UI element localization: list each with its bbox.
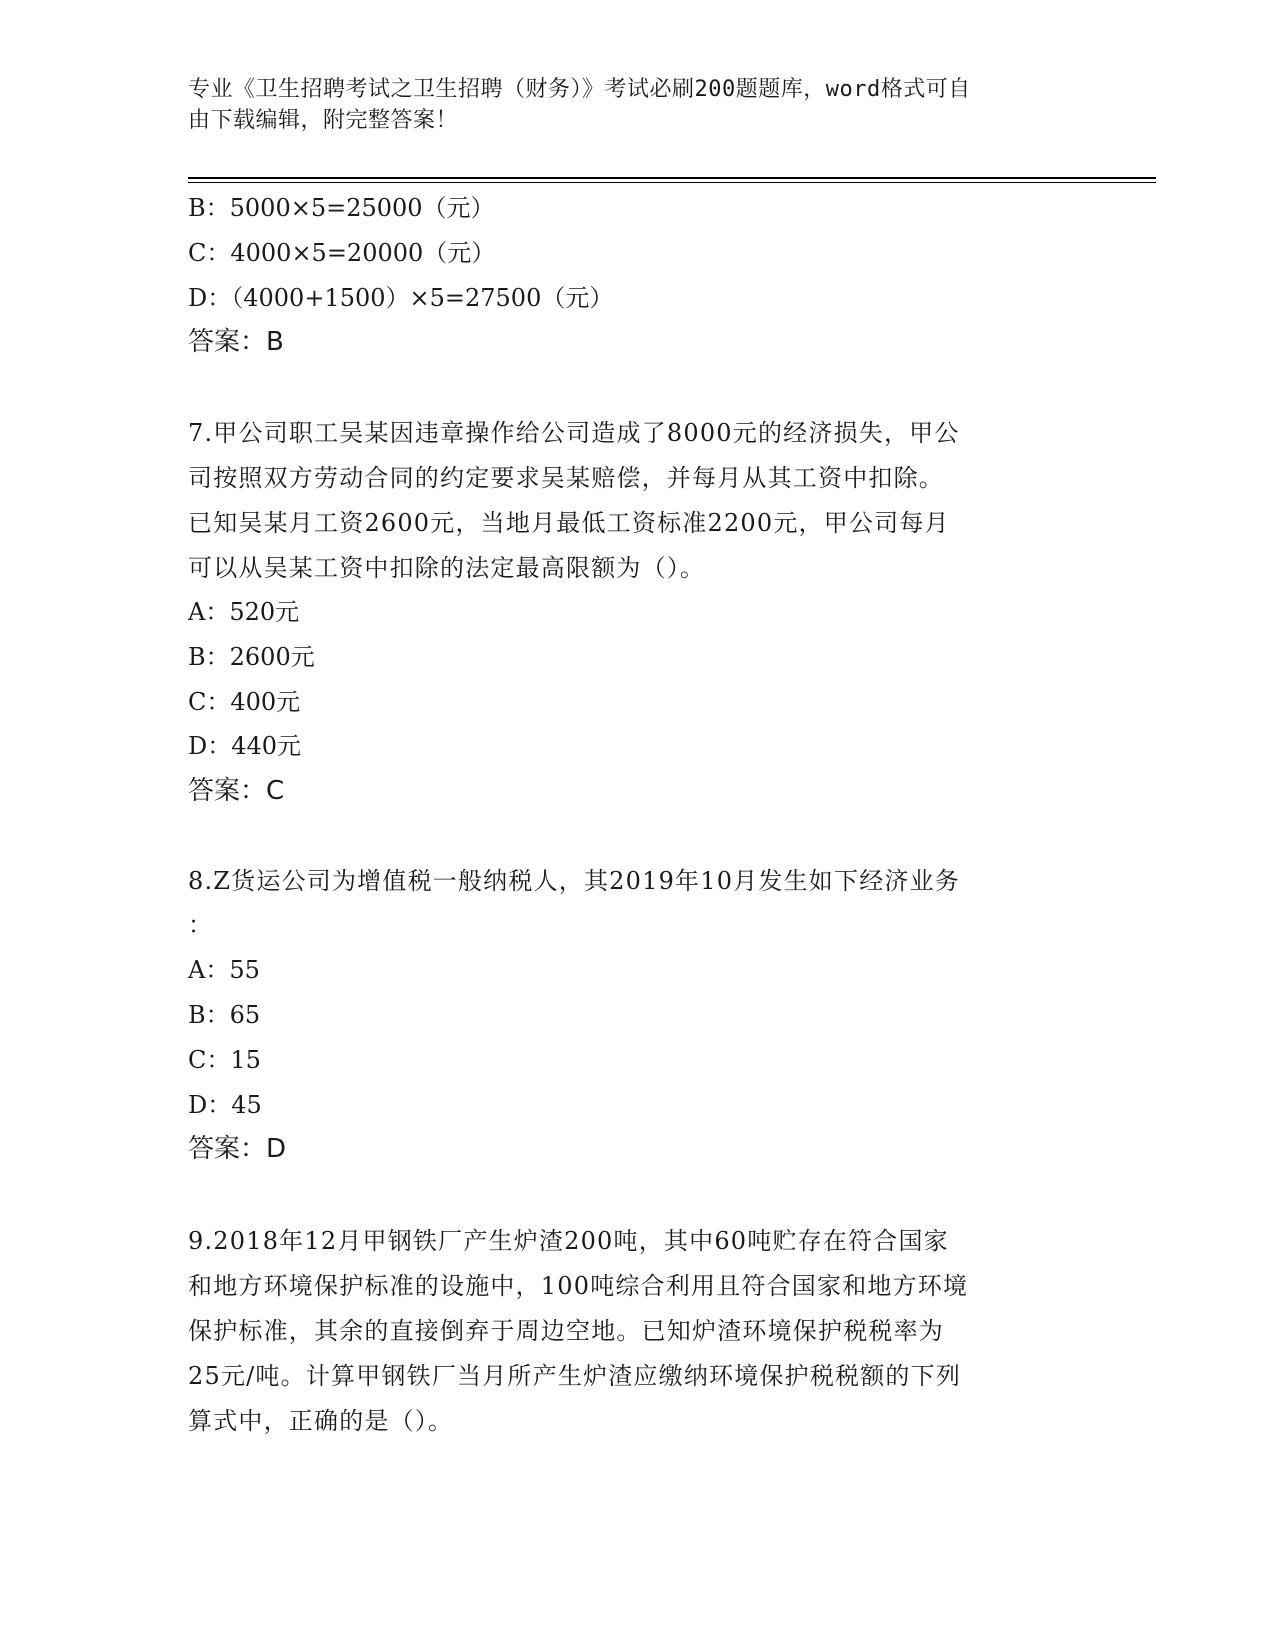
question-9-text: 算式中，正确的是（）。 [188, 1407, 454, 1435]
option-a: A：55 [188, 956, 260, 984]
option-d: D：440元 [188, 732, 302, 760]
answer-line: 答案：D [188, 1134, 287, 1164]
option-a: A：520元 [188, 598, 300, 626]
option-c: C：4000×5=20000（元） [188, 239, 496, 267]
option-d: D：（4000+1500）×5=27500（元） [188, 284, 614, 312]
option-c: C：15 [188, 1046, 261, 1074]
question-7-text: 可以从吴某工资中扣除的法定最高限额为（）。 [188, 554, 706, 582]
header-line-2: 由下载编辑，附完整答案！ [188, 108, 459, 133]
header-divider [188, 177, 1156, 179]
question-7-text: 司按照双方劳动合同的约定要求吴某赔偿，并每月从其工资中扣除。 [188, 464, 944, 492]
question-9-text: 保护标准，其余的直接倒弃于周边空地。已知炉渣环境保护税税率为 [188, 1317, 944, 1345]
option-b: B：2600元 [188, 643, 315, 671]
option-c: C：400元 [188, 688, 301, 716]
header-divider-thin [188, 182, 1156, 183]
option-d: D：45 [188, 1091, 262, 1119]
answer-line: 答案：C [188, 776, 285, 806]
option-b: B：65 [188, 1001, 261, 1029]
question-7-text: 7.甲公司职工吴某因违章操作给公司造成了8000元的经济损失，甲公 [188, 419, 960, 447]
question-9-text: 9.2018年12月甲钢铁厂产生炉渣200吨，其中60吨贮存在符合国家 [188, 1227, 949, 1255]
header-line-1: 专业《卫生招聘考试之卫生招聘（财务）》考试必刷200题题库，word格式可自 [188, 77, 971, 102]
option-b: B：5000×5=25000（元） [188, 194, 495, 222]
question-9-text: 和地方环境保护标准的设施中，100吨综合利用且符合国家和地方环境 [188, 1272, 969, 1300]
question-9-text: 25元/吨。计算甲钢铁厂当月所产生炉渣应缴纳环境保护税税额的下列 [188, 1362, 962, 1390]
document-header [188, 74, 1068, 136]
question-8-text: ： [188, 911, 212, 939]
question-7-text: 已知吴某月工资2600元，当地月最低工资标准2200元，甲公司每月 [188, 509, 950, 537]
question-8-text: 8.Z货运公司为增值税一般纳税人，其2019年10月发生如下经济业务 [188, 867, 960, 895]
answer-line: 答案：B [188, 327, 284, 357]
